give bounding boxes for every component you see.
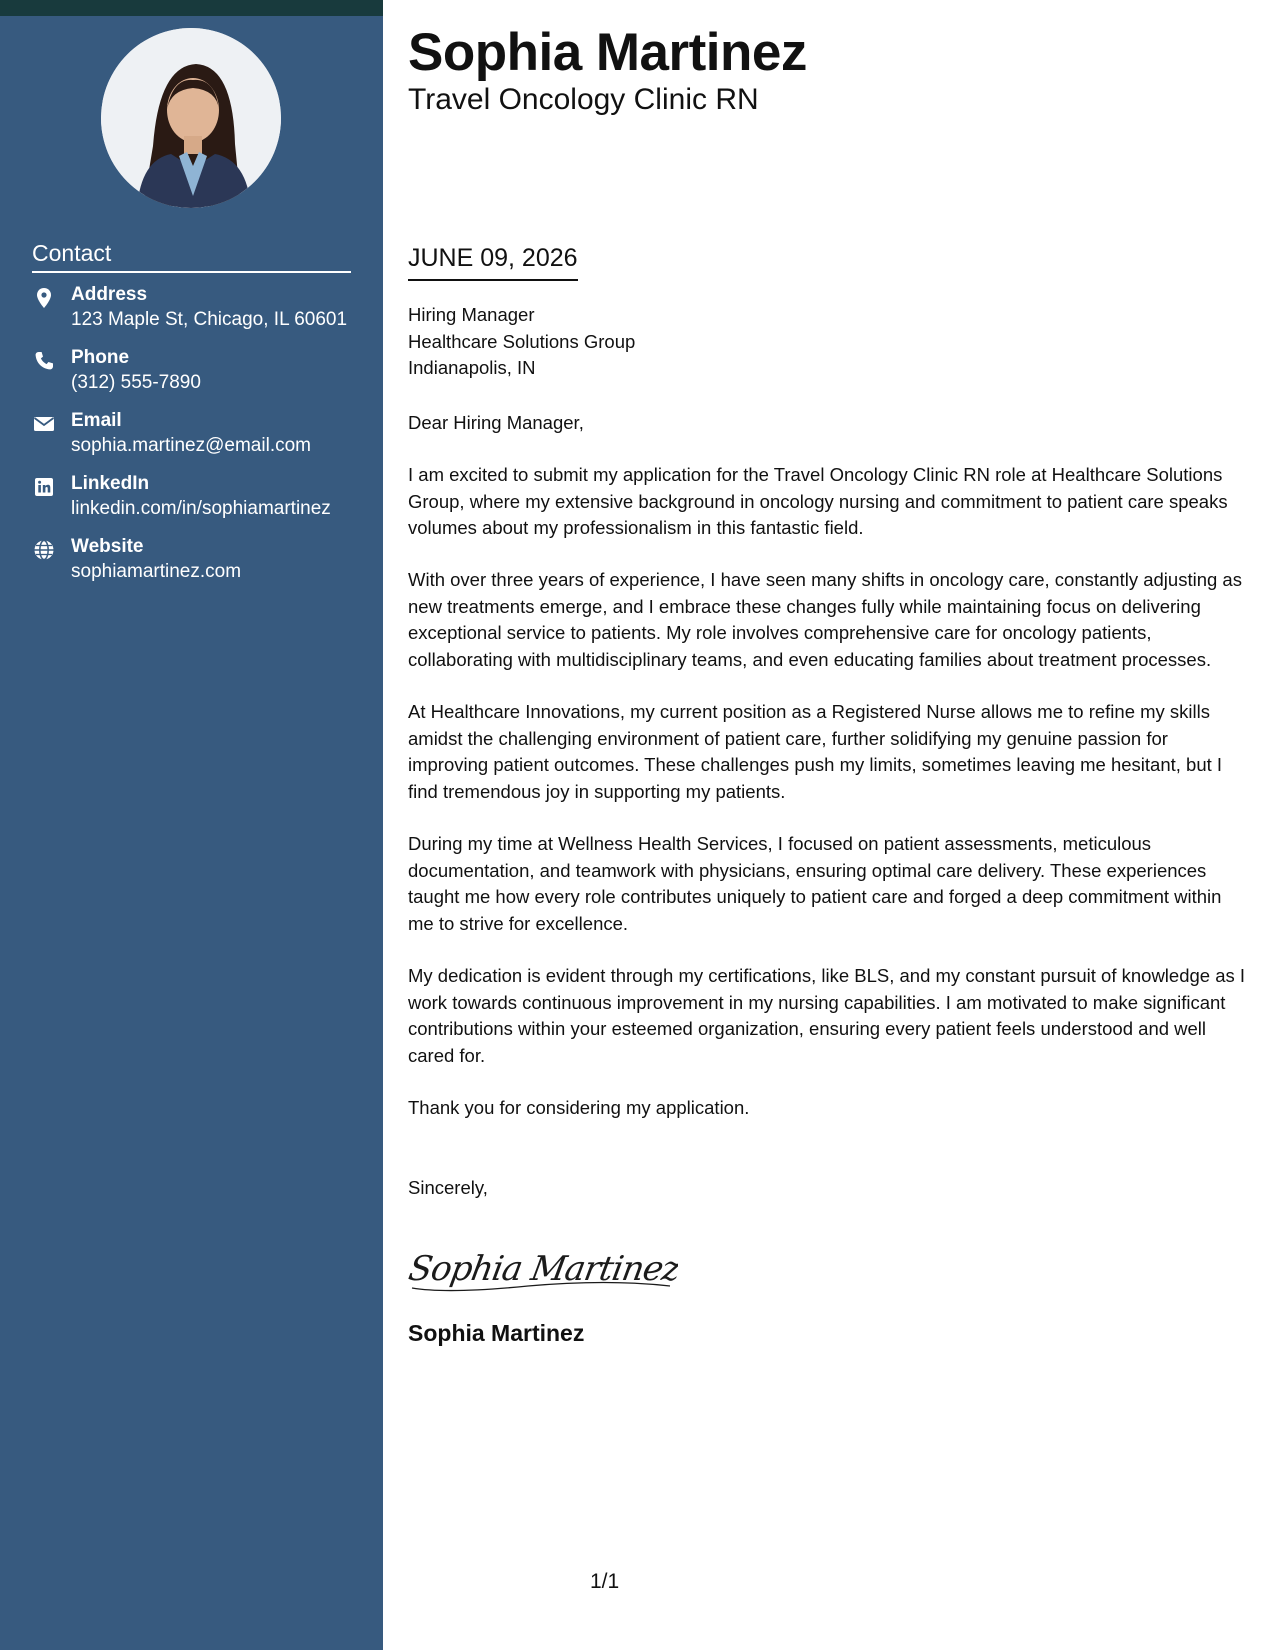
handwritten-signature <box>408 1230 678 1305</box>
closing-thanks: Thank you for considering my application. <box>408 1097 750 1118</box>
contact-label-website: Website <box>71 536 144 557</box>
linkedin-icon <box>32 475 56 499</box>
body-paragraph: During my time at Wellness Health Services, I focused on patient assessments, meticulous documentation, and teamwork with physicians, ensuring optimal care delivery. These experiences taught me how every role contributes uniquely to patient care and forged a deep commitment within me to strive for excellence. <box>408 833 1222 934</box>
contact-value-phone: (312) 555-7890 <box>71 372 201 393</box>
map-pin-icon <box>32 286 56 310</box>
body-paragraph: At Healthcare Innovations, my current position as a Registered Nurse allows me to refine my skills amidst the challenging environment of patient care, further solidifying my genuine passion for improving patient outcomes. These challenges push my limits, sometimes leaving me hesitant, but I find tremendous joy in supporting my patients. <box>408 701 1223 802</box>
sidebar <box>0 0 383 1650</box>
contact-label-phone: Phone <box>71 347 130 368</box>
contact-label-address: Address <box>71 284 148 305</box>
envelope-icon <box>32 412 56 436</box>
contact-item-email <box>32 410 362 466</box>
contact-label-linkedin: LinkedIn <box>71 473 150 494</box>
signed-name: Sophia Martinez <box>408 1320 585 1346</box>
contact-item-website <box>32 536 362 592</box>
body-paragraph: I am excited to submit my application for the Travel Oncology Clinic RN role at Healthcare Solutions Group, where my extensive background in oncology nursing and commitment to patient care speaks volumes about my professionalism in this fantastic field. <box>408 464 1228 538</box>
contact-value-linkedin: linkedin.com/in/sophiamartinez <box>71 498 331 519</box>
contact-value-email: sophia.martinez@email.com <box>71 435 311 456</box>
contact-label-email: Email <box>71 410 122 431</box>
contact-value-website: sophiamartinez.com <box>71 561 242 582</box>
recipient-block <box>408 302 635 382</box>
contact-value-address: 123 Maple St, Chicago, IL 60601 <box>71 309 348 330</box>
recipient-line: Hiring Manager <box>408 304 535 325</box>
contact-item-address <box>32 284 362 340</box>
contact-item-phone <box>32 347 362 403</box>
recipient-line: Indianapolis, IN <box>408 357 536 378</box>
salutation: Dear Hiring Manager, <box>408 412 584 433</box>
letter-date: JUNE 09, 2026 <box>408 244 578 281</box>
closing: Sincerely, <box>408 1177 488 1198</box>
letter-main <box>408 0 1248 1650</box>
applicant-name: Sophia Martinez <box>408 23 807 82</box>
phone-icon <box>32 349 56 373</box>
globe-icon <box>32 538 56 562</box>
sidebar-top-strip <box>0 0 383 16</box>
svg-text:Sophia Martinez: Sophia Martinez <box>408 1249 678 1289</box>
page-number: 1/1 <box>590 1570 620 1593</box>
body-paragraph: My dedication is evident through my certifications, like BLS, and my constant pursuit of knowledge as I work towards continuous improvement in my nursing capabilities. I am motivated to make significant contributions within your esteemed organization, ensuring every patient feels understood and well cared for. <box>408 965 1246 1066</box>
profile-photo <box>101 28 281 208</box>
avatar <box>101 28 281 208</box>
applicant-role: Travel Oncology Clinic RN <box>408 83 759 116</box>
body-paragraph: With over three years of experience, I have seen many shifts in oncology care, constantly adjusting as new treatments emerge, and I embrace these changes fully while maintaining focus on delivering exceptional service to patients. My role involves comprehensive care for oncology patients, collaborating with multidisciplinary teams, and even educating families about treatment processes. <box>408 569 1242 670</box>
contact-item-linkedin <box>32 473 362 529</box>
contact-title: Contact <box>32 240 351 273</box>
recipient-line: Healthcare Solutions Group <box>408 330 636 352</box>
